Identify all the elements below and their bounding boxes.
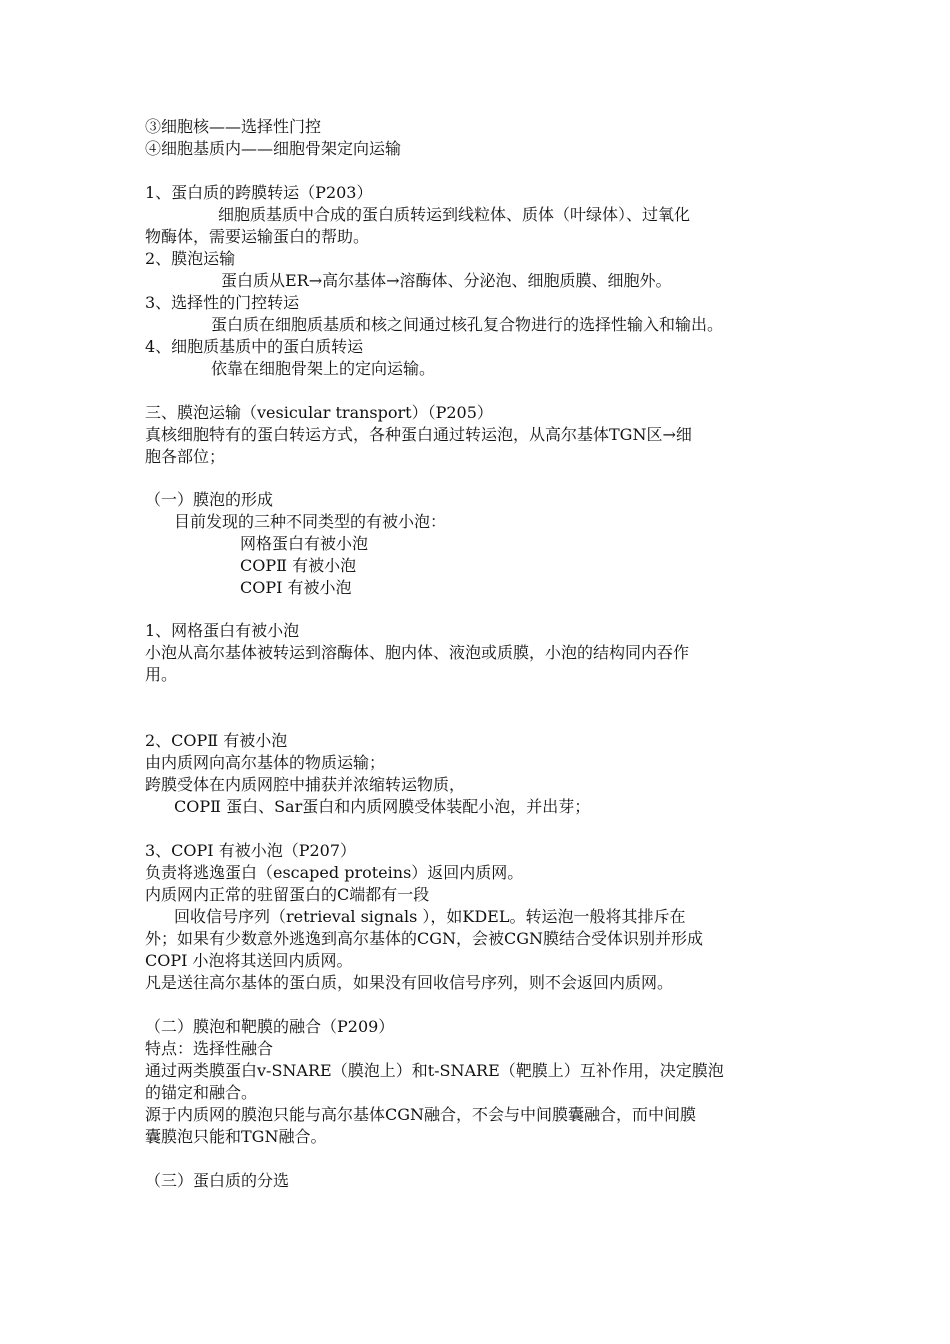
paragraph-line: 内质网内正常的驻留蛋白的C端都有一段 bbox=[145, 885, 430, 904]
paragraph-line: 跨膜受体在内质网腔中捕获并浓缩转运物质， bbox=[145, 775, 466, 794]
paragraph-line: 依靠在细胞骨架上的定向运输。 bbox=[211, 359, 436, 378]
paragraph-line: 凡是送往高尔基体的蛋白质，如果没有回收信号序列，则不会返回内质网。 bbox=[145, 973, 674, 992]
paragraph-line: 的锚定和融合。 bbox=[145, 1083, 258, 1102]
chapter-heading: 三、膜泡运输（vesicular transport）（P205） bbox=[145, 403, 493, 422]
paragraph-line: 蛋白质从ER→高尔基体→溶酶体、分泌泡、细胞质膜、细胞外。 bbox=[221, 271, 672, 290]
paragraph-line: COPⅡ 蛋白、Sar蛋白和内质网膜受体装配小泡，并出芽； bbox=[174, 797, 591, 816]
paragraph-line: 细胞质基质中合成的蛋白质转运到线粒体、质体（叶绿体）、过氧化 bbox=[218, 205, 691, 224]
paragraph-line: 物酶体，需要运输蛋白的帮助。 bbox=[145, 227, 370, 246]
subsection-heading-1: （一）膜泡的形成 bbox=[145, 490, 274, 509]
paragraph-line: 由内质网向高尔基体的物质运输； bbox=[145, 753, 386, 772]
paragraph-line: 小泡从高尔基体被转运到溶酶体、胞内体、液泡或质膜，小泡的结构同内吞作 bbox=[145, 643, 690, 662]
paragraph-line: COPⅠ 小泡将其送回内质网。 bbox=[145, 951, 353, 970]
paragraph-line: 回收信号序列（retrieval signals ），如KDEL。转运泡一般将其排斥在 bbox=[174, 907, 686, 926]
paragraph-line: 真核细胞特有的蛋白转运方式，各种蛋白通过转运泡，从高尔基体TGN区→细 bbox=[145, 425, 692, 444]
section-heading: 2、COPⅡ 有被小泡 bbox=[145, 731, 288, 750]
paragraph-line: 通过两类膜蛋白v-SNARE（膜泡上）和t-SNARE（靶膜上）互补作用，决定膜泡 bbox=[145, 1061, 724, 1080]
list-item: 网格蛋白有被小泡 bbox=[240, 534, 369, 553]
paragraph-line: 蛋白质在细胞质基质和核之间通过核孔复合物进行的选择性输入和输出。 bbox=[211, 315, 724, 334]
section-heading-1: 1、蛋白质的跨膜转运（P203） bbox=[145, 183, 373, 202]
subsection-heading-3: （三）蛋白质的分选 bbox=[145, 1171, 290, 1190]
list-item: COPⅠ 有被小泡 bbox=[240, 578, 352, 597]
section-heading-2: 2、膜泡运输 bbox=[145, 249, 236, 268]
subsection-heading-2: （二）膜泡和靶膜的融合（P209） bbox=[145, 1017, 395, 1036]
section-heading: 1、网格蛋白有被小泡 bbox=[145, 621, 300, 640]
section-heading: 3、COPⅠ 有被小泡（P207） bbox=[145, 841, 357, 860]
paragraph-line: 目前发现的三种不同类型的有被小泡： bbox=[174, 512, 447, 531]
paragraph-line: 特点：选择性融合 bbox=[145, 1039, 274, 1058]
paragraph-line: 胞各部位； bbox=[145, 447, 226, 466]
paragraph-line: 用。 bbox=[145, 665, 178, 684]
section-heading-3: 3、选择性的门控转运 bbox=[145, 293, 300, 312]
list-item: COPⅡ 有被小泡 bbox=[240, 556, 357, 575]
paragraph-line: 外；如果有少数意外逃逸到高尔基体的CGN，会被CGN膜结合受体识别并形成 bbox=[145, 929, 704, 948]
section-heading-4: 4、细胞质基质中的蛋白质转运 bbox=[145, 337, 364, 356]
paragraph-line: 源于内质网的膜泡只能与高尔基体CGN融合，不会与中间膜囊融合，而中间膜 bbox=[145, 1105, 697, 1124]
paragraph-line: 囊膜泡只能和TGN融合。 bbox=[145, 1127, 327, 1146]
list-item-cytosol: ④细胞基质内——细胞骨架定向运输 bbox=[145, 139, 402, 158]
paragraph-line: 负责将逃逸蛋白（escaped proteins）返回内质网。 bbox=[145, 863, 524, 882]
list-item-nucleus: ③细胞核——选择性门控 bbox=[145, 117, 322, 136]
